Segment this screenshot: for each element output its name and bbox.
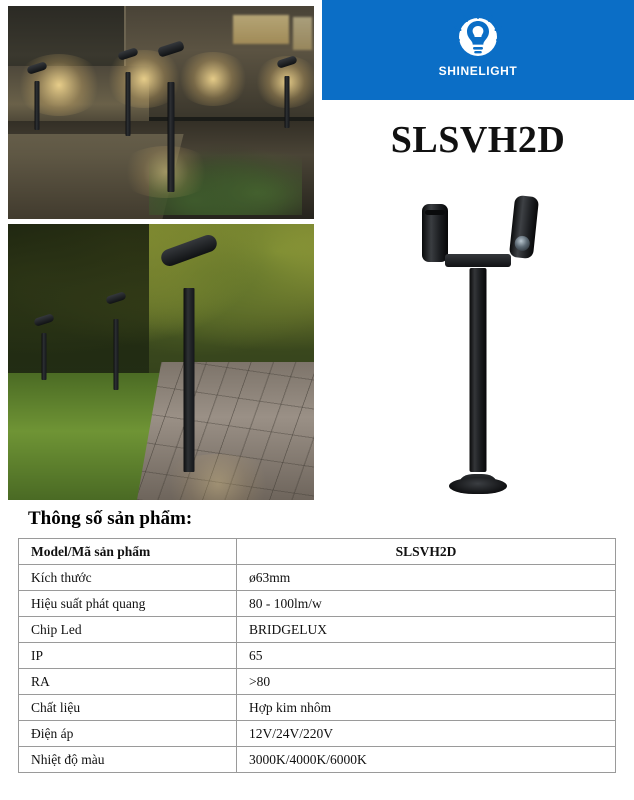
photo-architectural-night-scene [8,6,314,219]
spec-value: SLSVH2D [237,539,616,565]
bollard-light-foreground [158,242,220,472]
table-row [19,539,616,565]
spec-value: >80 [237,669,616,695]
bollard-head [26,61,47,75]
brand-name-accent: LIGHT [478,64,518,78]
bollard-head [117,47,138,61]
spec-value: 80 - 100lm/w [237,591,616,617]
bollard-light [276,58,298,128]
spec-value: BRIDGELUX [237,617,616,643]
spec-label: Model/Mã sản phẩm [19,539,237,565]
photo-product-render [322,190,634,510]
bollard-light [104,294,128,390]
bollard-head [105,291,126,305]
spec-table-body [19,539,616,773]
window-glow-secondary [293,17,312,50]
table-row [19,695,616,721]
bollard-post [285,76,290,128]
spec-label: Nhiệt độ màu [19,747,237,773]
spec-heading: Thông số sản phẩm: [28,508,193,529]
page-title: SLSVH2D [390,119,566,161]
lamp-base-plate [449,478,507,494]
bollard-light-foreground [156,44,186,192]
bollard-post [184,288,195,472]
lamp-lens [514,235,530,251]
lightbulb-icon [451,10,505,64]
bollard-head [276,55,297,69]
lamp-head-left [422,204,448,262]
product-figure [408,190,548,500]
bollard-post [114,319,119,390]
brand-name-main: SHINE [438,64,479,78]
bollard-post [42,333,47,380]
spec-label: Chip Led [19,617,237,643]
photo-garden-lawn-scene [8,224,314,500]
table-row [19,617,616,643]
bollard-light [26,64,48,130]
spec-label: IP [19,643,237,669]
table-row [19,591,616,617]
brand-header-bar [322,0,634,100]
lamp-pole [470,268,487,472]
spec-label: Điện áp [19,721,237,747]
bollard-head [33,313,54,327]
bollard-light [34,316,54,380]
table-row [19,643,616,669]
table-row [19,747,616,773]
bollard-post [126,72,131,136]
spec-value: ø63mm [237,565,616,591]
lamp-crossbar [445,254,511,267]
brand-logo [418,10,538,77]
spec-table [18,538,616,773]
table-row [19,669,616,695]
brand-name [418,65,538,77]
spec-value: 3000K/4000K/6000K [237,747,616,773]
spec-value: 65 [237,643,616,669]
spec-label: RA [19,669,237,695]
table-row [19,565,616,591]
spec-label: Hiệu suất phát quang [19,591,237,617]
spec-value: Hợp kim nhôm [237,695,616,721]
spec-label: Chất liệu [19,695,237,721]
table-row [19,721,616,747]
spec-label: Kích thước [19,565,237,591]
spec-value: 12V/24V/220V [237,721,616,747]
window-glow [233,15,290,44]
lamp-head-right [509,195,539,259]
bollard-post [35,81,40,130]
bollard-light [116,50,140,136]
bollard-post [168,82,175,192]
